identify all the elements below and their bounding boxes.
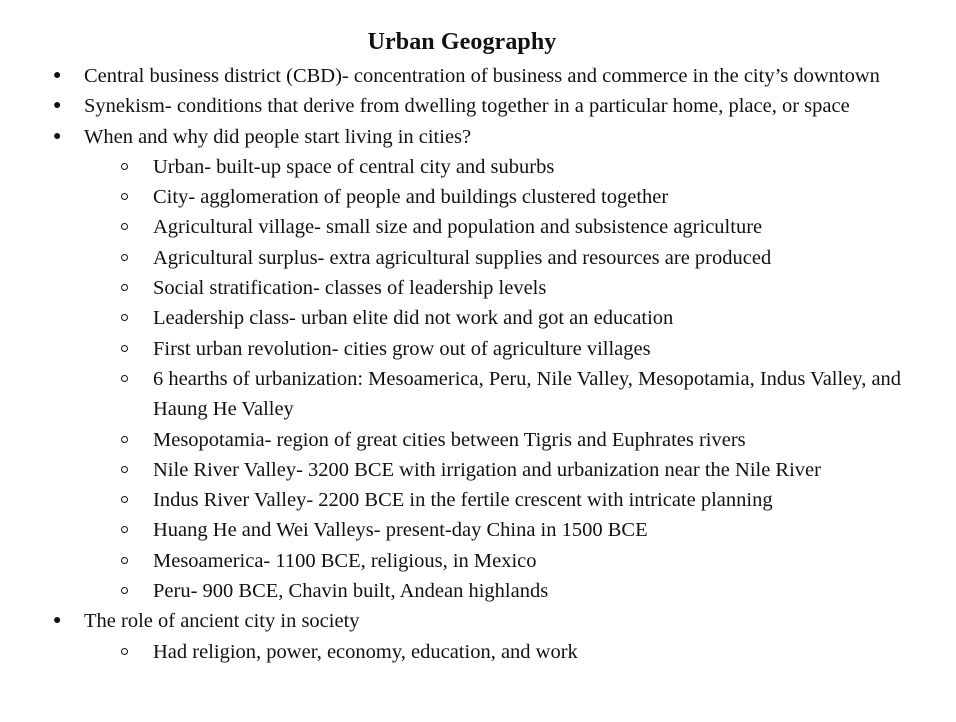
list-item (53, 61, 914, 91)
sub-list-item (153, 303, 914, 333)
sub-list-item (153, 273, 914, 303)
sub-list-item (153, 212, 914, 242)
bullet-icon: ● (53, 128, 62, 144)
sub-list-item (153, 152, 914, 182)
circle-bullet-icon (121, 345, 128, 352)
sub-list-item (153, 455, 914, 485)
sub-list-item (153, 637, 914, 667)
sub-list-item-text: Mesopotamia- region of great cities between Tigris and Euphrates rivers (153, 428, 746, 451)
sub-list-item-text: 6 hearths of urbanization: Mesoamerica, Peru, Nile Valley, Mesopotamia, Indus Valley, and Haung He Valley (153, 367, 902, 421)
sub-list (84, 152, 914, 606)
bullet-icon: ● (53, 613, 62, 629)
circle-bullet-icon (121, 284, 128, 291)
sub-list-item-text: Had religion, power, economy, education, and work (153, 640, 578, 663)
sub-list-item-text: Nile River Valley- 3200 BCE with irrigation and urbanization near the Nile River (153, 458, 821, 481)
sub-list-item (153, 515, 914, 545)
circle-bullet-icon (121, 163, 128, 170)
bullet-icon: ● (53, 98, 62, 114)
circle-bullet-icon (121, 557, 128, 564)
sub-list-item-text: Agricultural village- small size and population and subsistence agriculture (153, 216, 763, 239)
sub-list-item (153, 334, 914, 364)
circle-bullet-icon (121, 466, 128, 473)
list-item-text: Synekism- conditions that derive from dwelling together in a particular home, place, or space (84, 95, 850, 118)
sub-list-item-text: Social stratification- classes of leadership levels (153, 277, 547, 300)
list-item (53, 606, 914, 667)
sub-list-item (153, 425, 914, 455)
circle-bullet-icon (121, 223, 128, 230)
bullet-icon: ● (53, 68, 62, 83)
circle-bullet-icon (121, 254, 128, 261)
bullet-list (53, 61, 914, 667)
list-item-text: When and why did people start living in cities? (84, 125, 472, 148)
list-item-text: The role of ancient city in society (84, 610, 360, 633)
sub-list-item-text: Indus River Valley- 2200 BCE in the fertile crescent with intricate planning (153, 489, 773, 512)
sub-list-item-text: First urban revolution- cities grow out of agriculture villages (153, 337, 651, 360)
sub-list-item (153, 485, 914, 515)
circle-bullet-icon (121, 436, 128, 443)
page-title: Urban Geography (367, 29, 557, 55)
sub-list-item-text: Mesoamerica- 1100 BCE, religious, in Mexico (153, 549, 537, 572)
sub-list-item-text: Urban- built-up space of central city and suburbs (153, 155, 555, 178)
sub-list-item-text: Agricultural surplus- extra agricultural supplies and resources are produced (153, 246, 772, 269)
circle-bullet-icon (121, 526, 128, 533)
list-item (53, 122, 914, 607)
sub-list-item-text: City- agglomeration of people and buildings clustered together (153, 186, 669, 209)
circle-bullet-icon (121, 193, 128, 200)
sub-list (84, 637, 914, 667)
list-item (53, 91, 914, 121)
sub-list-item-text: Huang He and Wei Valleys- present-day China in 1500 BCE (153, 519, 648, 542)
list-item-text: Central business district (CBD)- concentration of business and commerce in the city’s downtown (84, 65, 880, 87)
sub-list-item (153, 576, 914, 606)
circle-bullet-icon (121, 648, 128, 655)
sub-list-item (153, 243, 914, 273)
sub-list-item (153, 182, 914, 212)
sub-list-item (153, 546, 914, 576)
circle-bullet-icon (121, 375, 128, 382)
sub-list-item-text: Peru- 900 BCE, Chavin built, Andean highlands (153, 580, 549, 603)
circle-bullet-icon (121, 496, 128, 503)
circle-bullet-icon (121, 314, 128, 321)
sub-list-item-text: Leadership class- urban elite did not work and got an education (153, 307, 674, 330)
sub-list-item (153, 364, 914, 425)
circle-bullet-icon (121, 587, 128, 594)
